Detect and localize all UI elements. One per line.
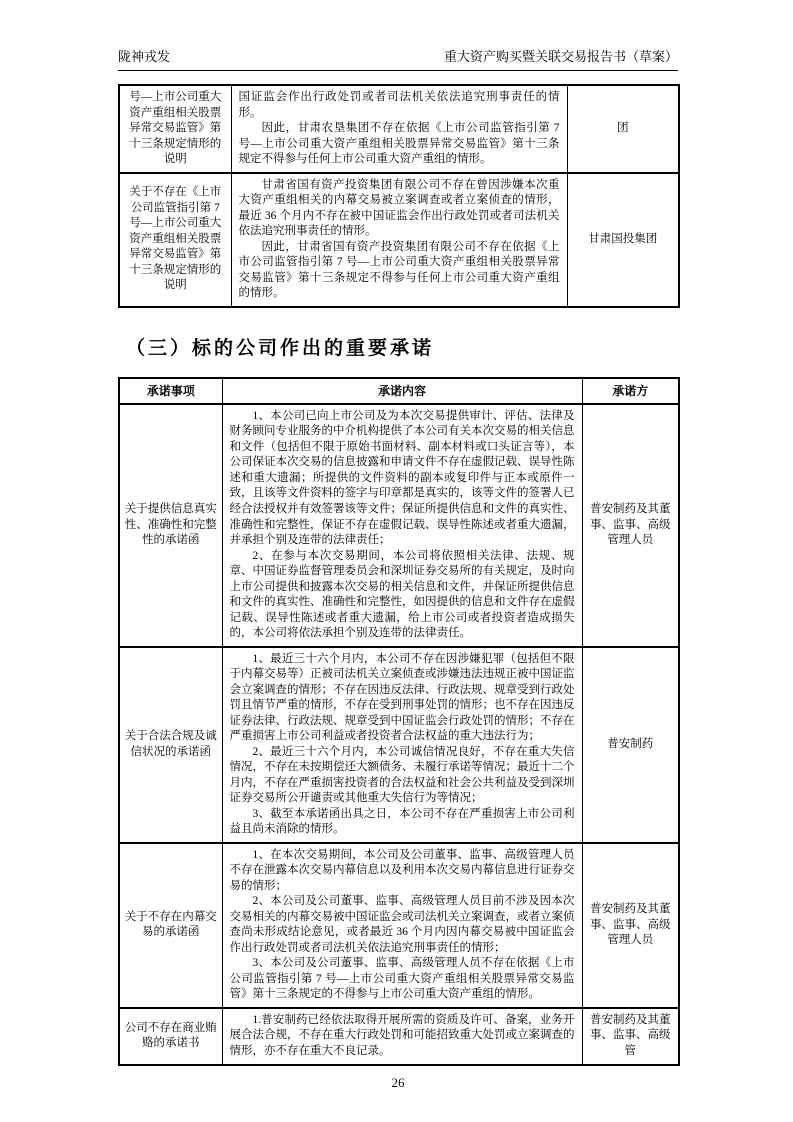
paragraph: 3、本公司及公司董事、监事、高级管理人员不存在依据《上市公司监管指引第 7 号—上市公司重大资产重组相关股票异常交易监管》第十三条规定的不得参与上市公司重大资产重组的情形。 [229, 957, 575, 1001]
commitment-content-cell [231, 85, 567, 173]
table-row [119, 647, 679, 843]
column-header-content: 承诺内容 [222, 378, 582, 404]
paragraph: 2、本公司及公司董事、监事、高级管理人员目前不涉及因本次交易相关的内幕交易被中国证监会或司法机关立案调查，或者立案侦查尚未形成结论意见，或者最近 36 个月内因内幕交易被中国证监会作出行政处罚或者司法机关依法追究刑事责任的情形； [229, 895, 575, 954]
page-number: 26 [391, 1074, 405, 1090]
column-header-item: 承诺事项 [119, 378, 222, 404]
paragraph: 1、本公司已向上市公司及为本次交易提供审计、评估、法律及财务顾问专业服务的中介机构提供了本公司有关本次交易的相关信息和文件（包括但不限于原始书面材料、副本材料或口头证言等），本公司保证本次交易的信息披露和申请文件不存在虚假记载、误导性陈述和重大遗漏；所提供的文件资料的副本或复印件与正本或原件一致，且该等文件资料的签字与印章都是真实的，该等文件的签署人已经合法授权并有效签署该等文件；保证所提供信息和文件的真实性、准确性和完整性，保证不存在虚假记载、误导性陈述或者重大遗漏，并承担个别及连带的法律责任； [229, 409, 575, 547]
commitment-item-cell: 公司不存在商业贿赂的承诺书 [119, 1008, 222, 1065]
paragraph: 因此，甘肃农垦集团不存在依据《上市公司监管指引第 7 号—上市公司重大资产重组相关股票异常交易监管》第十三条规定不得参与任何上市公司重大资产重组的情形。 [238, 122, 560, 166]
column-header-party: 承诺方 [582, 378, 679, 404]
page-header [118, 46, 678, 71]
commitment-party-cell: 普安制药及其董事、监事、高级管理人员 [582, 404, 679, 647]
table-row [119, 173, 679, 307]
paragraph: 因此，甘肃省国有资产投资集团有限公司不存在依据《上市公司监管指引第 7 号—上市公司重大资产重组相关股票异常交易监管》第十三条规定不得参与任何上市公司重大资产重组的情形。 [238, 240, 560, 300]
paragraph: 1.普安制药已经依法取得开展所需的资质及许可、备案，业务开展合法合规，不存在重大行政处罚和可能招致重大处罚或立案调查的情形，亦不存在重大不良记录。 [229, 1013, 575, 1057]
commitment-party-cell: 普安制药及其董事、监事、高级管理人员 [582, 843, 679, 1008]
commitment-party-cell: 普安制药及其董事、监事、高级管 [582, 1008, 679, 1065]
table-row [119, 404, 679, 647]
commitment-content-cell [222, 843, 582, 1008]
commitment-content-cell [231, 173, 567, 307]
table-row [119, 85, 679, 173]
commitment-content-cell [222, 647, 582, 843]
commitment-content-cell [222, 1008, 582, 1065]
commitment-item-cell: 关于不存在内幕交易的承诺函 [119, 843, 222, 1008]
paragraph: 1、在本次交易期间，本公司及公司董事、监事、高级管理人员不存在泄露本次交易内幕信息以及利用本次交易内幕信息进行证券交易的情形； [229, 848, 575, 892]
paragraph: 2、在参与本次交易期间，本公司将依照相关法律、法规、规章、中国证券监督管理委员会和深圳证券交易所的有关规定，及时向上市公司提供和披露本次交易的相关信息和文件，并保证所提供信息和文件的真实性、准确性和完整性，如因提供的信息和文件存在虚假记载、误导性陈述或者重大遗漏，给上市公司或者投资者造成损失的，本公司将依法承担个别及连带的法律责任。 [229, 549, 575, 640]
commitment-item-cell: 关于不存在《上市公司监管指引第 7 号—上市公司重大资产重组相关股票异常交易监管》第十三条规定情形的说明 [119, 173, 231, 307]
target-company-commitments-table [118, 377, 680, 1066]
paragraph: 2、最近三十六个月内，本公司诚信情况良好，不存在重大失信情况，不存在未按期偿还大额债务、未履行承诺等情况；最近十二个月内，不存在严重损害投资者的合法权益和社会公共利益及受到深圳证券交易所公开谴责或其他重大失信行为等情况； [229, 745, 575, 805]
header-left-title: 陇神戎发 [118, 49, 171, 64]
commitment-content-cell [222, 404, 582, 647]
paragraph: 国证监会作出行政处罚或者司法机关依法追究刑事责任的情形。 [238, 91, 560, 119]
header-right-title: 重大资产购买暨关联交易报告书（草案） [443, 49, 678, 64]
paragraph: 1、最近三十六个月内，本公司不存在因涉嫌犯罪（包括但不限于内幕交易等）正被司法机关立案侦查或涉嫌违法违规正被中国证监会立案调查的情形；不存在因违反法律、行政法规、规章受到行政处罚且情节严重的情形，不存在受到刑事处罚的情形；也不存在因违反证券法律、行政法规、规章受到中国证监会行政处罚的情形；不存在严重损害上市公司利益或者投资者合法权益的重大违法行为； [229, 652, 575, 743]
section-heading: （三）标的公司作出的重要承诺 [126, 337, 435, 359]
commitment-item-cell: 号—上市公司重大资产重组相关股票异常交易监管》第十三条规定情形的说明 [119, 85, 231, 173]
table-row [119, 843, 679, 1008]
commitment-party-cell: 普安制药 [582, 647, 679, 843]
commitment-item-cell: 关于提供信息真实性、准确性和完整性的承诺函 [119, 404, 222, 647]
paragraph: 3、截至本承诺函出具之日，本公司不存在严重损害上市公司利益且尚未消除的情形。 [229, 807, 575, 836]
commitment-party-cell: 团 [567, 85, 679, 173]
paragraph: 甘肃省国有资产投资集团有限公司不存在曾因涉嫌本次重大资产重组相关的内幕交易被立案调查或者立案侦查的情形，最近 36 个月内不存在被中国证监会作出行政处罚或者司法机关依法追究刑事责任的情形。 [238, 178, 560, 238]
commitment-item-cell: 关于合法合规及诚信状况的承诺函 [119, 647, 222, 843]
table-header-row [119, 378, 679, 404]
commitment-table-continued [118, 84, 680, 308]
commitment-party-cell: 甘肃国投集团 [567, 173, 679, 307]
table-row [119, 1008, 679, 1065]
